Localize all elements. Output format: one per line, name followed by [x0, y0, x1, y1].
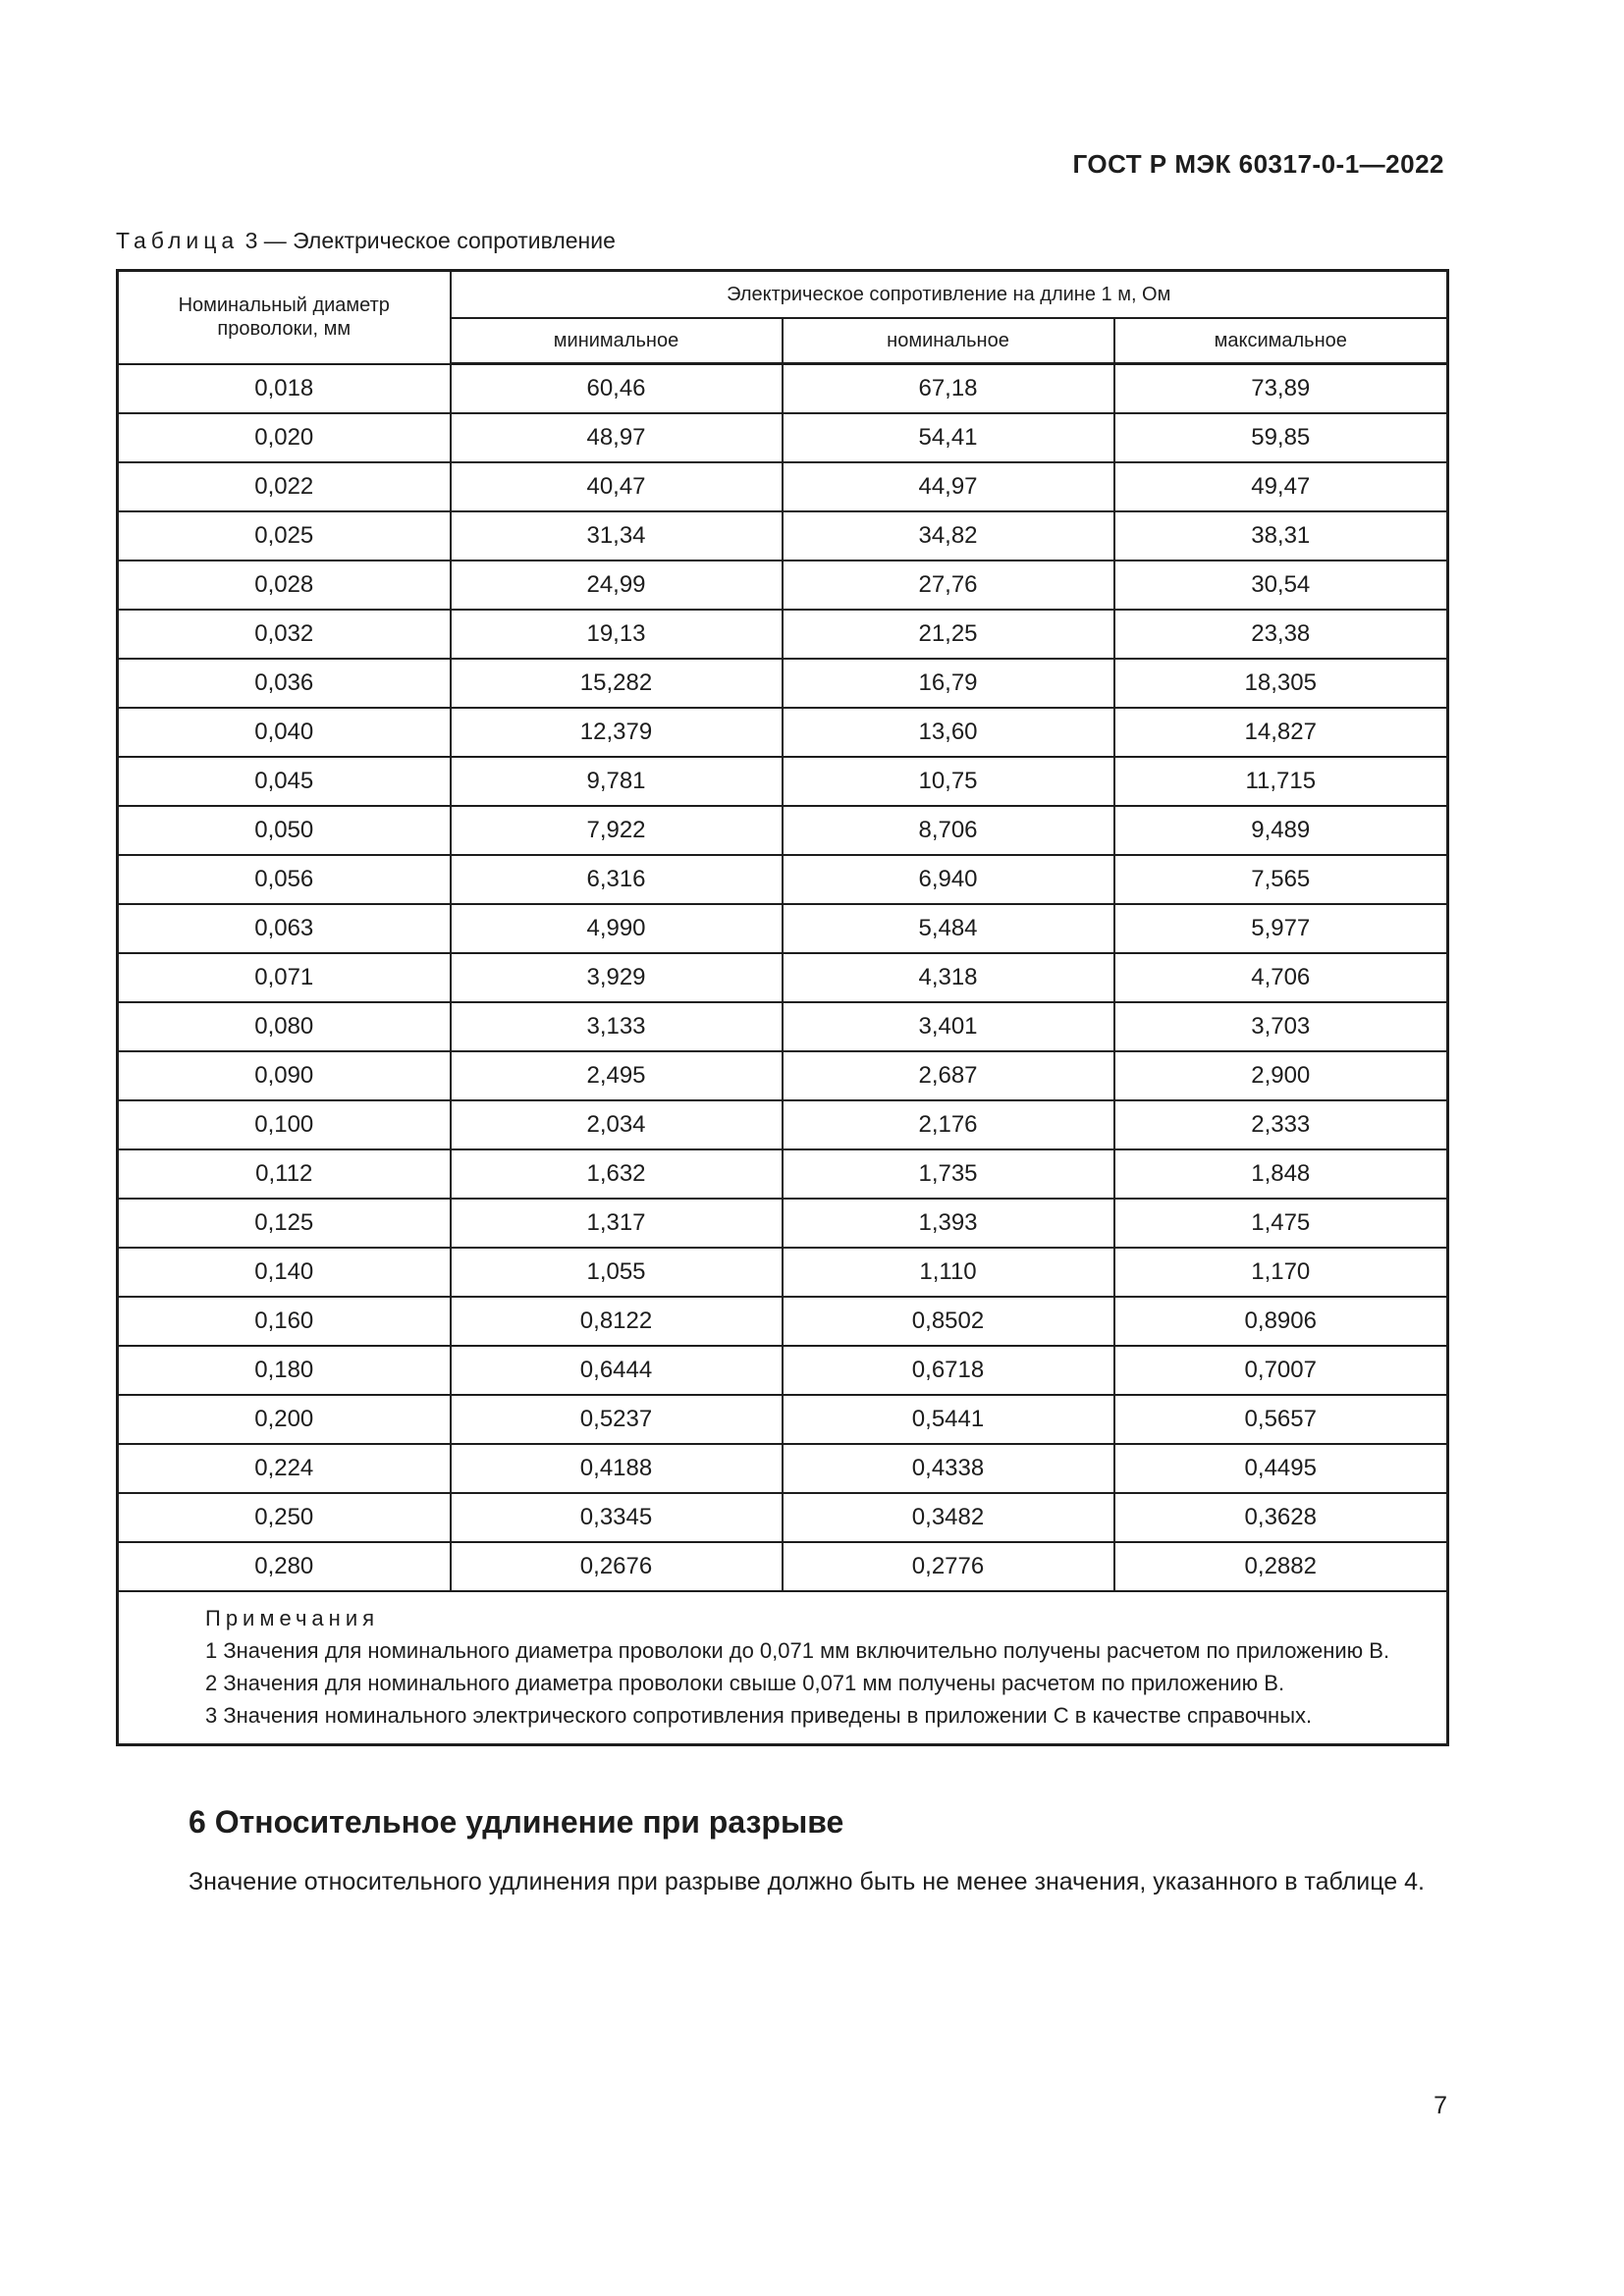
section-heading: 6 Относительное удлинение при разрыве: [189, 1804, 844, 1840]
cell-maximum: 38,31: [1114, 511, 1448, 561]
table-row: [118, 1002, 1448, 1051]
cell-diameter: 0,020: [118, 413, 451, 462]
cell-diameter: 0,018: [118, 364, 451, 414]
cell-diameter: 0,250: [118, 1493, 451, 1542]
table-row: [118, 1248, 1448, 1297]
cell-nominal: 0,6718: [783, 1346, 1114, 1395]
cell-minimum: 7,922: [451, 806, 783, 855]
header-maximum: максимальное: [1114, 318, 1448, 364]
table-row: [118, 1395, 1448, 1444]
table-row: [118, 708, 1448, 757]
cell-minimum: 40,47: [451, 462, 783, 511]
table-row: [118, 610, 1448, 659]
cell-maximum: 0,8906: [1114, 1297, 1448, 1346]
cell-maximum: 0,3628: [1114, 1493, 1448, 1542]
cell-minimum: 24,99: [451, 561, 783, 610]
cell-diameter: 0,140: [118, 1248, 451, 1297]
cell-maximum: 59,85: [1114, 413, 1448, 462]
cell-minimum: 0,4188: [451, 1444, 783, 1493]
resistance-table: [116, 269, 1449, 1746]
table-row: [118, 904, 1448, 953]
cell-nominal: 67,18: [783, 364, 1114, 414]
cell-nominal: 34,82: [783, 511, 1114, 561]
cell-nominal: 27,76: [783, 561, 1114, 610]
cell-nominal: 3,401: [783, 1002, 1114, 1051]
cell-nominal: 13,60: [783, 708, 1114, 757]
cell-maximum: 0,5657: [1114, 1395, 1448, 1444]
header-nominal: номинальное: [783, 318, 1114, 364]
cell-diameter: 0,080: [118, 1002, 451, 1051]
cell-nominal: 16,79: [783, 659, 1114, 708]
cell-maximum: 49,47: [1114, 462, 1448, 511]
table-row: [118, 1149, 1448, 1199]
table-caption-title: 3 — Электрическое сопротивление: [239, 228, 616, 253]
cell-minimum: 2,495: [451, 1051, 783, 1100]
table-row: [118, 757, 1448, 806]
notes-title: Примечания: [205, 1606, 380, 1630]
table-row: [118, 561, 1448, 610]
cell-nominal: 8,706: [783, 806, 1114, 855]
cell-nominal: 0,4338: [783, 1444, 1114, 1493]
table-row: [118, 462, 1448, 511]
table-row: [118, 1100, 1448, 1149]
cell-maximum: 1,170: [1114, 1248, 1448, 1297]
cell-diameter: 0,028: [118, 561, 451, 610]
cell-maximum: 30,54: [1114, 561, 1448, 610]
cell-minimum: 4,990: [451, 904, 783, 953]
cell-maximum: 14,827: [1114, 708, 1448, 757]
table-row: [118, 806, 1448, 855]
header-diameter: Номинальный диаметр проволоки, мм: [118, 271, 451, 364]
cell-minimum: 9,781: [451, 757, 783, 806]
cell-minimum: 0,6444: [451, 1346, 783, 1395]
cell-nominal: 0,8502: [783, 1297, 1114, 1346]
note-2: 2 Значения для номинального диаметра проволоки свыше 0,071 мм получены расчетом по приложению В.: [205, 1671, 1285, 1695]
cell-nominal: 10,75: [783, 757, 1114, 806]
cell-minimum: 19,13: [451, 610, 783, 659]
header-minimum: минимальное: [451, 318, 783, 364]
table-row: [118, 1346, 1448, 1395]
cell-nominal: 6,940: [783, 855, 1114, 904]
cell-maximum: 2,333: [1114, 1100, 1448, 1149]
cell-minimum: 0,3345: [451, 1493, 783, 1542]
notes-row: [118, 1591, 1448, 1745]
note-1: 1 Значения для номинального диаметра проволоки до 0,071 мм включительно получены расчетом по приложению В.: [205, 1638, 1390, 1663]
cell-nominal: 0,2776: [783, 1542, 1114, 1591]
cell-nominal: 2,687: [783, 1051, 1114, 1100]
table-caption: [116, 228, 616, 254]
table-row: [118, 659, 1448, 708]
cell-maximum: 3,703: [1114, 1002, 1448, 1051]
cell-minimum: 60,46: [451, 364, 783, 414]
table-body: [118, 364, 1448, 1592]
cell-nominal: 21,25: [783, 610, 1114, 659]
cell-diameter: 0,071: [118, 953, 451, 1002]
table-row: [118, 953, 1448, 1002]
table-row: [118, 855, 1448, 904]
page-number: 7: [1434, 2092, 1447, 2119]
table-row: [118, 1493, 1448, 1542]
table-row: [118, 364, 1448, 414]
cell-nominal: 5,484: [783, 904, 1114, 953]
cell-diameter: 0,280: [118, 1542, 451, 1591]
cell-diameter: 0,160: [118, 1297, 451, 1346]
cell-diameter: 0,090: [118, 1051, 451, 1100]
cell-nominal: 4,318: [783, 953, 1114, 1002]
cell-maximum: 18,305: [1114, 659, 1448, 708]
cell-maximum: 1,848: [1114, 1149, 1448, 1199]
cell-minimum: 0,2676: [451, 1542, 783, 1591]
cell-maximum: 9,489: [1114, 806, 1448, 855]
table-row: [118, 413, 1448, 462]
table-header-row: [118, 271, 1448, 319]
table-row: [118, 1297, 1448, 1346]
cell-diameter: 0,040: [118, 708, 451, 757]
cell-nominal: 2,176: [783, 1100, 1114, 1149]
cell-diameter: 0,112: [118, 1149, 451, 1199]
cell-minimum: 0,8122: [451, 1297, 783, 1346]
table-row: [118, 1542, 1448, 1591]
cell-nominal: 1,393: [783, 1199, 1114, 1248]
cell-maximum: 1,475: [1114, 1199, 1448, 1248]
cell-nominal: 1,110: [783, 1248, 1114, 1297]
cell-diameter: 0,025: [118, 511, 451, 561]
cell-maximum: 73,89: [1114, 364, 1448, 414]
cell-diameter: 0,032: [118, 610, 451, 659]
cell-maximum: 2,900: [1114, 1051, 1448, 1100]
cell-minimum: 12,379: [451, 708, 783, 757]
cell-maximum: 0,2882: [1114, 1542, 1448, 1591]
cell-maximum: 11,715: [1114, 757, 1448, 806]
note-3: 3 Значения номинального электрического сопротивления приведены в приложении С в качестве справочных.: [205, 1703, 1313, 1728]
cell-diameter: 0,022: [118, 462, 451, 511]
cell-minimum: 1,632: [451, 1149, 783, 1199]
notes-cell: [118, 1591, 1448, 1745]
cell-maximum: 23,38: [1114, 610, 1448, 659]
cell-minimum: 31,34: [451, 511, 783, 561]
cell-diameter: 0,063: [118, 904, 451, 953]
cell-minimum: 1,317: [451, 1199, 783, 1248]
cell-diameter: 0,200: [118, 1395, 451, 1444]
cell-nominal: 44,97: [783, 462, 1114, 511]
table-row: [118, 511, 1448, 561]
cell-diameter: 0,100: [118, 1100, 451, 1149]
cell-maximum: 0,4495: [1114, 1444, 1448, 1493]
cell-minimum: 2,034: [451, 1100, 783, 1149]
cell-nominal: 0,3482: [783, 1493, 1114, 1542]
header-resistance-group: Электрическое сопротивление на длине 1 м, Ом: [451, 271, 1448, 319]
cell-maximum: 4,706: [1114, 953, 1448, 1002]
table-row: [118, 1199, 1448, 1248]
cell-minimum: 3,133: [451, 1002, 783, 1051]
table-caption-word: Таблица: [116, 228, 240, 253]
cell-maximum: 5,977: [1114, 904, 1448, 953]
cell-maximum: 0,7007: [1114, 1346, 1448, 1395]
cell-diameter: 0,036: [118, 659, 451, 708]
cell-nominal: 1,735: [783, 1149, 1114, 1199]
cell-minimum: 3,929: [451, 953, 783, 1002]
cell-nominal: 54,41: [783, 413, 1114, 462]
table-row: [118, 1051, 1448, 1100]
cell-diameter: 0,056: [118, 855, 451, 904]
cell-diameter: 0,125: [118, 1199, 451, 1248]
cell-maximum: 7,565: [1114, 855, 1448, 904]
cell-minimum: 6,316: [451, 855, 783, 904]
cell-diameter: 0,224: [118, 1444, 451, 1493]
cell-nominal: 0,5441: [783, 1395, 1114, 1444]
cell-diameter: 0,045: [118, 757, 451, 806]
cell-diameter: 0,180: [118, 1346, 451, 1395]
table-row: [118, 1444, 1448, 1493]
cell-minimum: 48,97: [451, 413, 783, 462]
cell-diameter: 0,050: [118, 806, 451, 855]
cell-minimum: 0,5237: [451, 1395, 783, 1444]
document-code: ГОСТ Р МЭК 60317-0-1—2022: [1072, 149, 1444, 179]
section-paragraph: Значение относительного удлинения при разрыве должно быть не менее значения, указанного в таблице 4.: [189, 1868, 1425, 1896]
cell-minimum: 1,055: [451, 1248, 783, 1297]
cell-minimum: 15,282: [451, 659, 783, 708]
